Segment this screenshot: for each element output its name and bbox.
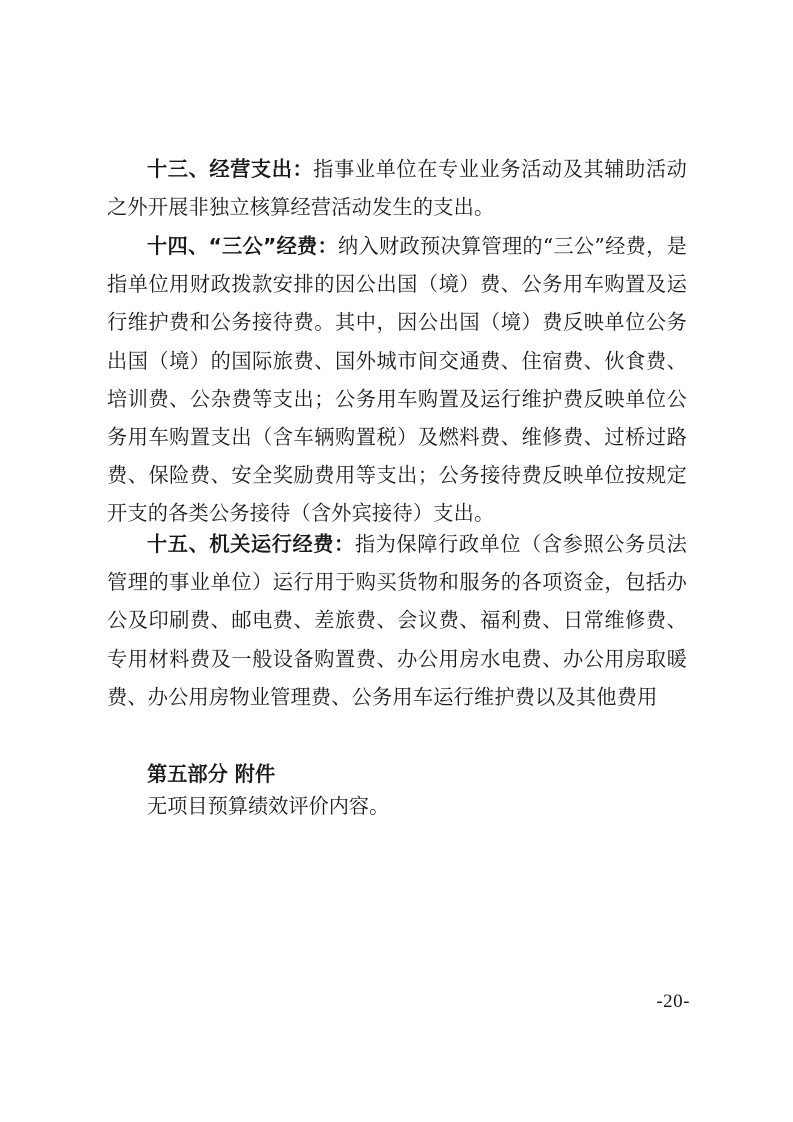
- section-agency-operating-funds: [107, 525, 687, 716]
- section-operating-expenditure: [107, 150, 687, 226]
- section-body: 指为保障行政单位（含参照公务员法管理的事业单位）运行用于购买货物和服务的各项资金，包括办公及印刷费、邮电费、差旅费、会议费、福利费、日常维修费、专用材料费及一般设备购置费、办公用房水电费、办公用房取暖费、办公用房物业管理费、公务用车运行维护费以及其他费用: [107, 532, 687, 709]
- section-term: 十五、机关运行经费：: [147, 532, 355, 556]
- section-term: 十三、经营支出：: [147, 157, 314, 181]
- section-body: 指事业单位在专业业务活动及其辅助活动之外开展非独立核算经营活动发生的支出。: [107, 157, 687, 220]
- section-term: 十四、“三公”经费：: [147, 234, 339, 258]
- page-number: -20-: [656, 991, 690, 1012]
- section-three-public-expenses: [107, 227, 687, 533]
- part-five-body: 无项目预算绩效评价内容。: [147, 794, 390, 818]
- section-body: 纳入财政预决算管理的“三公”经费，是指单位用财政拨款安排的因公出国（境）费、公务用车购置及运行维护费和公务接待费。其中，因公出国（境）费反映单位公务出国（境）的国际旅费、国外城市间交通费、住宿费、伙食费、培训费、公杂费等支出；公务用车购置及运行维护费反映单位公务用车购置支出（含车辆购置税）及燃料费、维修费、过桥过路费、保险费、安全奖励费用等支出；公务接待费反映单位按规定开支的各类公务接待（含外宾接待）支出。: [107, 234, 687, 526]
- part-five-heading: 第五部分 附件: [147, 762, 276, 786]
